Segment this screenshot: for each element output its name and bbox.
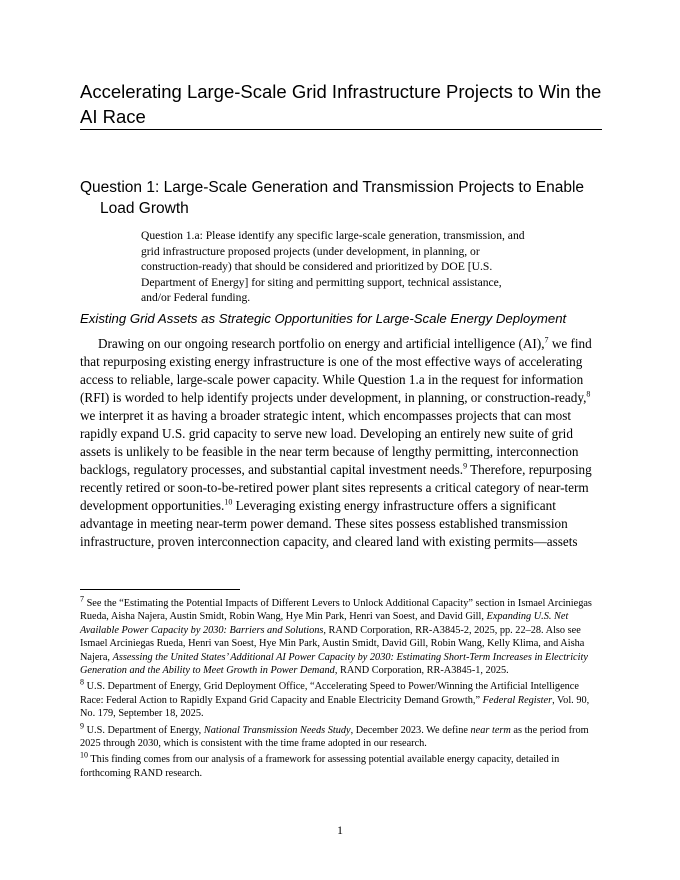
body-sentence-2: we find that repurposing existing energy infrastructure is one of the most effective ways of accelerating access to reliable, large-scale power capacity. While Question 1.a in the request for information (RFI) is worded to help identify projects under development, in planning, or construction-ready, — [80, 336, 592, 405]
section-heading: Existing Grid Assets as Strategic Opportunities for Large-Scale Energy Deployment — [80, 311, 567, 326]
question-heading-line-1: Question 1: Large-Scale Generation and Transmission Projects to Enable — [80, 179, 585, 196]
footnote-title: Expanding U.S. Net Available Power Capacity by 2030: Barriers and Solutions — [80, 611, 569, 636]
footnote-number: 9 — [80, 721, 84, 731]
body-paragraph — [80, 335, 602, 551]
footnote-10 — [80, 753, 602, 780]
footnote-text: as the period from 2025 through 2030, which is consistent with the time frame adopted in our research. — [80, 724, 589, 750]
body-sentence-1: Drawing on our ongoing research portfolio on energy and artificial intelligence (AI), — [98, 336, 545, 351]
footnote-text: U.S. Department of Energy, Grid Deployment Office, “Accelerating Speed to Power/Winning the Artificial Intelligence Race: Federal Action to Rapidly Expand Grid Capacity and Enable Electricity Demand Growth,” — [80, 681, 579, 706]
document-title: Accelerating Large-Scale Grid Infrastructure Projects to Win the AI Race — [80, 81, 602, 127]
footnote-text: , Vol. 90, No. 179, September 18, 2025. — [80, 694, 590, 720]
footnote-title: National Transmission Needs Study — [203, 724, 351, 736]
body-sentence-5: Leveraging existing energy infrastructure offers a significant advantage in meeting near-term power demand. These sites possess established transmission infrastructure, proven interconnection capacity, and cleared land with existing permits—assets — [80, 498, 578, 549]
footnote-text: , RAND Corporation, RR-A3845-2, 2025, pp. 22–28. Also see Ismael Arciniegas Rueda, Henri van Soest, Hye Min Park, Austin Smidt, David Gill, Robin Wang, Kelly Klima, and Aisha Najera, — [80, 624, 585, 663]
footnote-ref-8[interactable]: 8 — [586, 389, 591, 399]
footnote-number: 8 — [80, 678, 84, 688]
footnote-text: , December 2023. We define — [350, 724, 471, 736]
question-text: Question 1.a: Please identify any specific large-scale generation, transmission, and grid infrastructure proposed projects (under development, in planning, or construction-ready) that should be considered and prioritized by DOE [U.S. Department of Energy] for siting and permitting support, technical assistance, and/or Federal funding. — [141, 229, 525, 305]
footnote-ref-7[interactable]: 7 — [544, 335, 549, 345]
footnote-ref-9[interactable]: 9 — [463, 461, 468, 471]
footnote-text: This finding comes from our analysis of a framework for assessing potential available energy capacity, detailed in forthcoming RAND research. — [80, 754, 560, 779]
body-sentence-4: Therefore, repurposing recently retired or soon-to-be-retired power plant sites represents a critical category of near-term development opportunities. — [80, 462, 592, 513]
footnote-9 — [80, 721, 602, 751]
title-divider — [80, 129, 602, 130]
footnote-text: See the “Estimating the Potential Impacts of Different Levers to Unlock Additional Capacity” section in Ismael Arciniegas Rueda, Aisha Najera, Austin Smidt, Robin Wang, Hye Min Park, Henri van Soest, and David Gill, — [80, 598, 592, 623]
question-heading — [80, 177, 602, 219]
footnote-text: U.S. Department of Energy, — [86, 724, 204, 736]
body-sentence-3: we interpret it as having a broader strategic intent, which encompasses projects that can most rapidly expand U.S. grid capacity to serve new load. Developing an entirely new suite of grid assets is unlikely to be feasible in the near term because of lengthy permitting, interconnection backlogs, regulatory processes, and substantial capital investment needs. — [80, 408, 579, 477]
footnote-number: 7 — [80, 594, 84, 604]
footnote-number: 10 — [80, 751, 88, 761]
footnote-text: , RAND Corporation, RR-A3845-1, 2025. — [334, 665, 509, 677]
footnote-title: Federal Register — [482, 694, 553, 706]
footnote-term: near term — [470, 724, 511, 736]
footnote-ref-10[interactable]: 10 — [224, 497, 233, 507]
footnote-title: Assessing the United States’ Additional AI Power Capacity by 2030: Estimating Short-Term Increases in Electricity Generation and the Ability to Meet Growth in Power Demand — [80, 651, 588, 677]
footnote-7 — [80, 594, 602, 677]
footnote-divider — [80, 589, 240, 590]
footnote-8 — [80, 680, 602, 720]
question-heading-line-2: Load Growth — [100, 200, 189, 217]
page-number: 1 — [337, 823, 343, 837]
footnotes — [80, 594, 602, 783]
